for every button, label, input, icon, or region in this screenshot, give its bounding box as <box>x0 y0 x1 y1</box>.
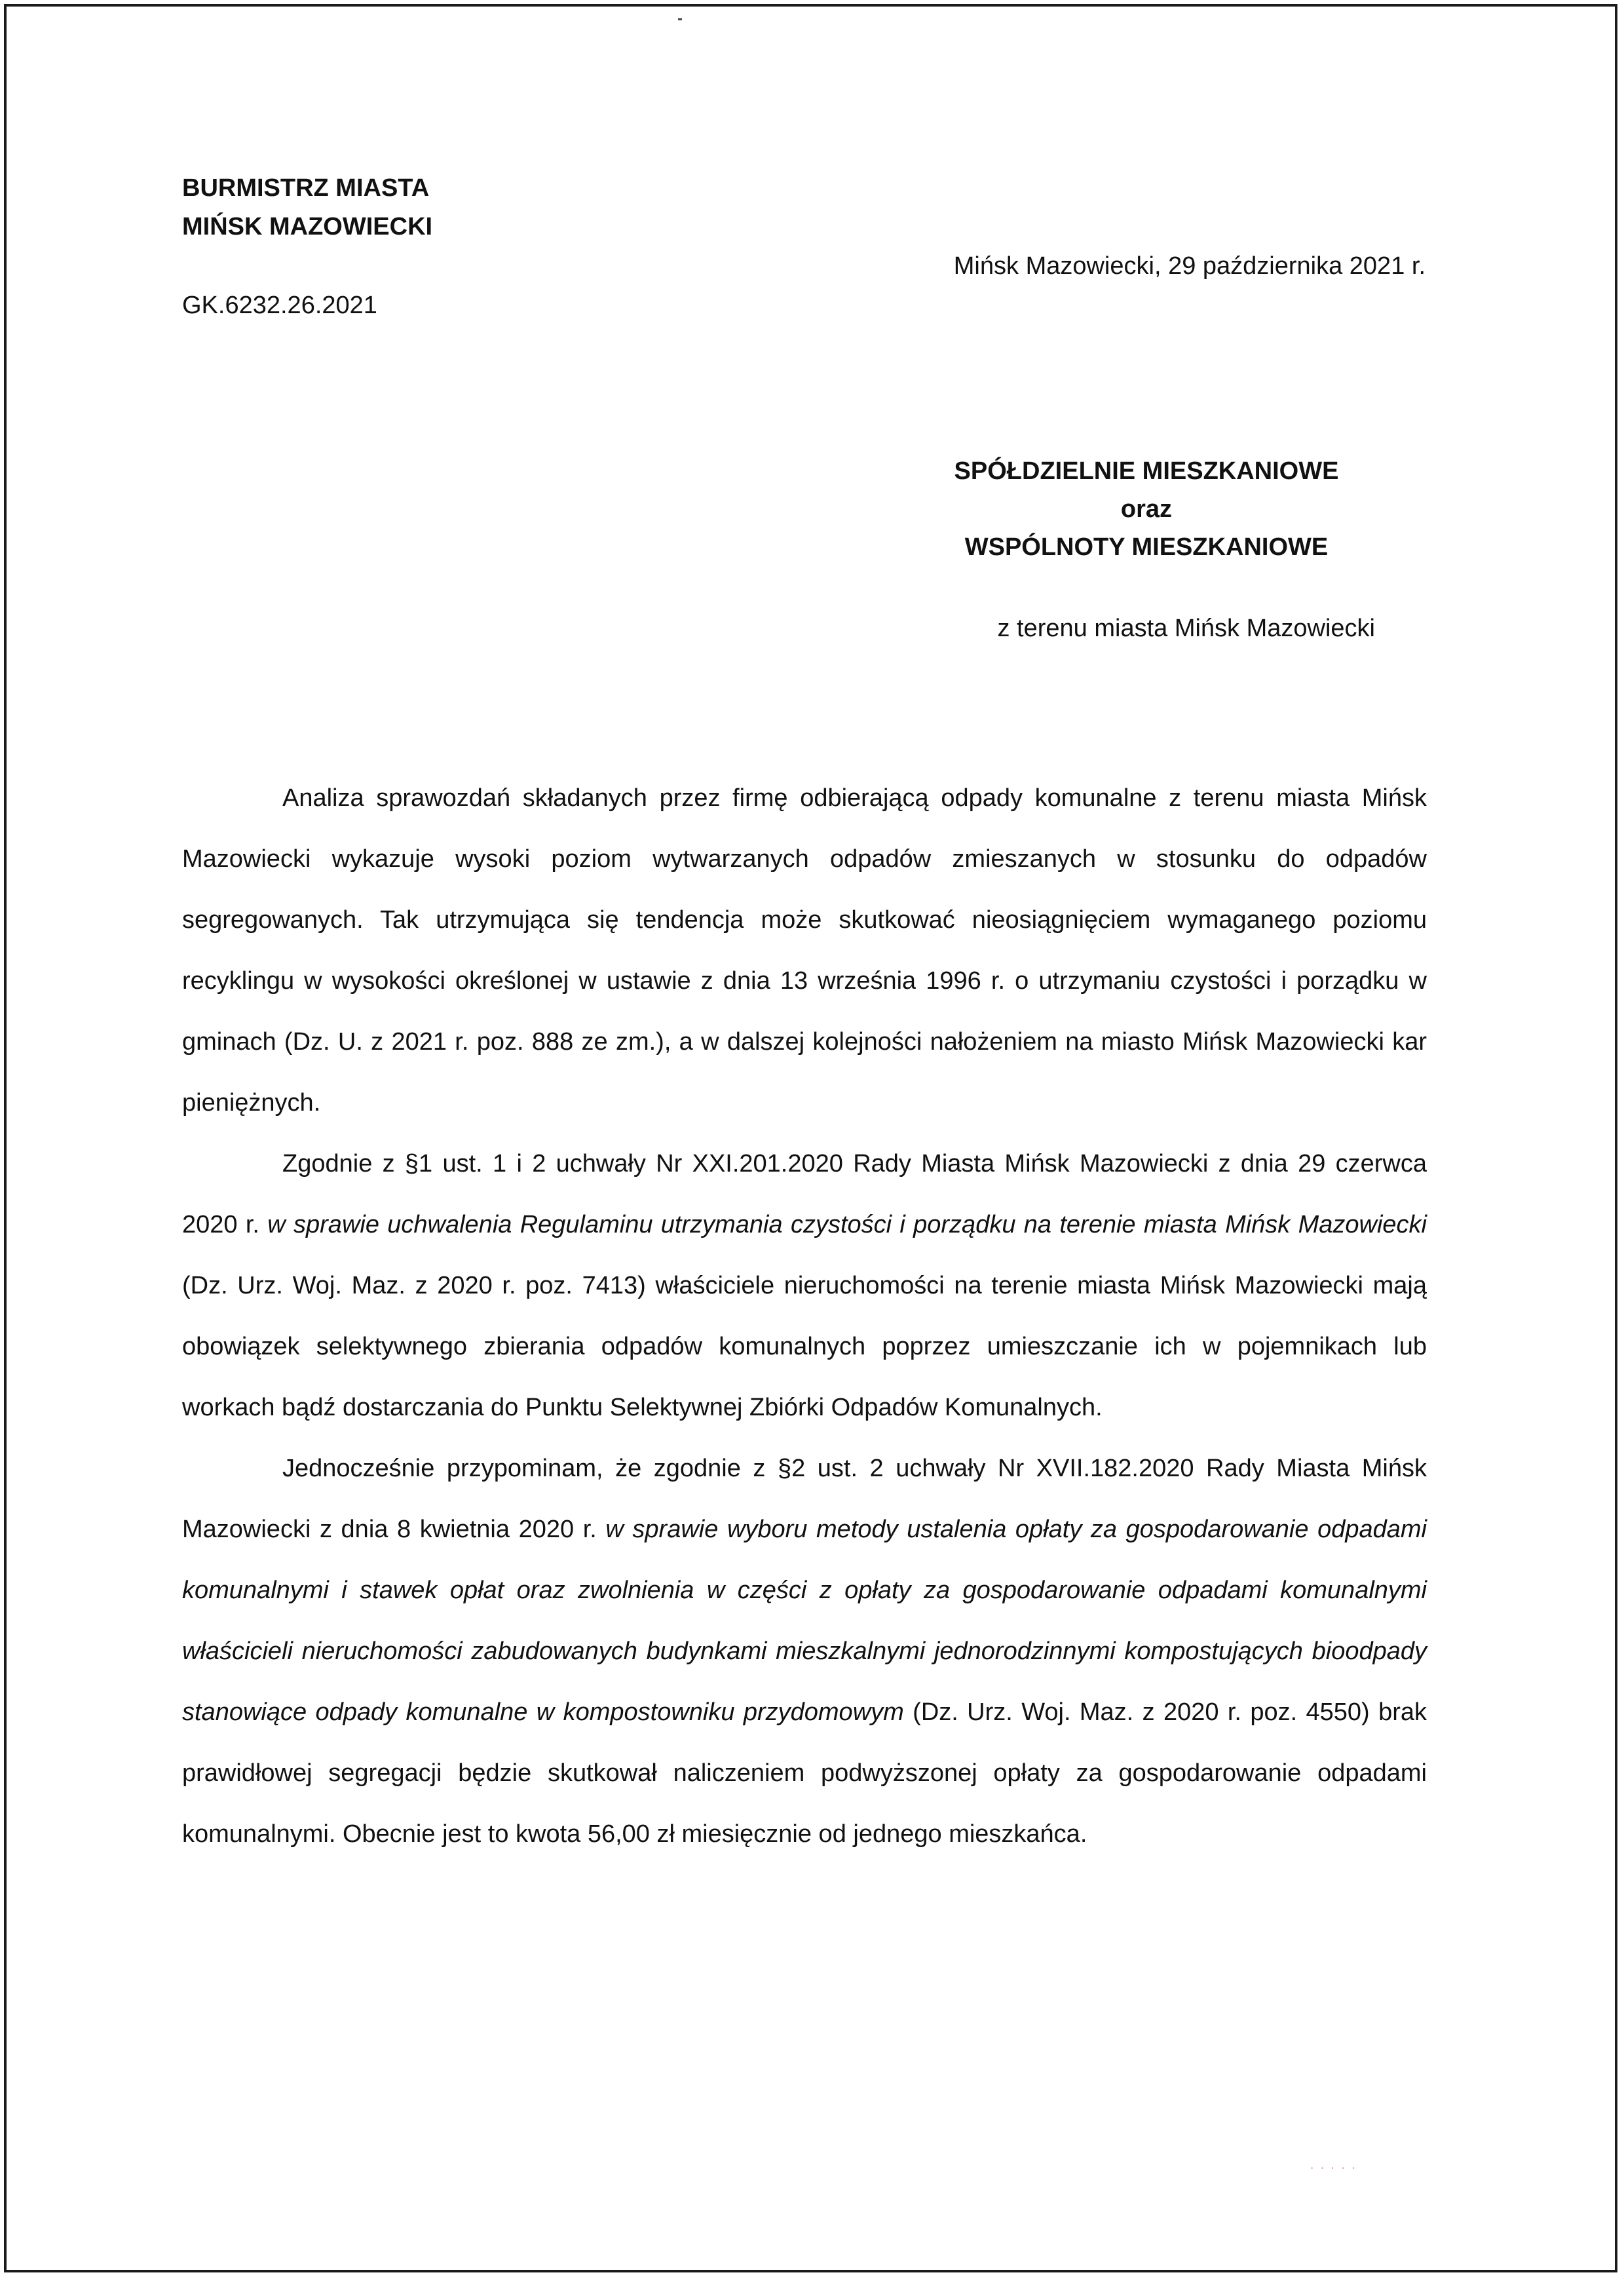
recipient-block <box>917 452 1376 566</box>
paragraph-3-text-a: Jednocześnie przypominam, że zgodnie z §2 ust. 2 uchwały Nr XVII.182.2020 Rady Miasta Mińsk Mazowiecki z dnia 8 kwietnia 2020 r. <box>182 1455 1427 1543</box>
paragraph-2-regulation-title: w sprawie uchwalenia Regulaminu utrzymania czystości i porządku na terenie miasta Mińsk Mazowiecki <box>267 1211 1427 1238</box>
letter-body <box>182 768 1427 1865</box>
paragraph-2-text-a: Zgodnie z §1 ust. 1 i 2 uchwały Nr XXI.201.2020 Rady Miasta Mińsk Mazowiecki z dnia 29 czerwca 2020 r. <box>182 1150 1427 1238</box>
recipient-line-3: WSPÓLNOTY MIESZKANIOWE <box>964 533 1329 561</box>
recipient-line-1: SPÓŁDZIELNIE MIESZKANIOWE <box>954 457 1339 485</box>
scan-mark: · · · · · <box>1310 2162 1357 2174</box>
paragraph-2 <box>182 1134 1427 1438</box>
date-line: Mińsk Mazowiecki, 29 października 2021 r. <box>953 252 1426 280</box>
recipient-area: z terenu miasta Mińsk Mazowiecki <box>997 615 1375 642</box>
paragraph-3-text-b: (Dz. Urz. Woj. Maz. z 2020 r. poz. 4550) brak prawidłowej segregacji będzie skutkował naliczeniem podwyższonej opłaty za gospodarowanie odpadami komunalnymi. Obecnie jest to kwota 56,00 zł miesięcznie od jednego mieszkańca. <box>182 1698 1427 1848</box>
sender-city: MIŃSK MAZOWIECKI <box>182 213 433 240</box>
scan-speck <box>678 18 682 20</box>
reference-number: GK.6232.26.2021 <box>182 292 377 319</box>
sender-block <box>182 169 432 246</box>
paragraph-1: Analiza sprawozdań składanych przez firmę odbierającą odpady komunalne z terenu miasta Mińsk Mazowiecki wykazuje wysoki poziom wytwarzanych odpadów zmieszanych w stosunku do odpadów segregowanych. Tak utrzymująca się tendencja może skutkować nieosiągnięciem wymaganego poziomu recyklingu w wysokości określonej w ustawie z dnia 13 września 1996 r. o utrzymaniu czystości i porządku w gminach (Dz. U. z 2021 r. poz. 888 ze zm.), a w dalszej kolejności nałożeniem na miasto Mińsk Mazowiecki kar pieniężnych. <box>182 784 1427 1117</box>
sender-title: BURMISTRZ MIASTA <box>182 174 430 202</box>
paragraph-2-text-b: (Dz. Urz. Woj. Maz. z 2020 r. poz. 7413) właściciele nieruchomości na terenie miasta Mińsk Mazowiecki mają obowiązek selektywnego zbierania odpadów komunalnych poprzez umieszczanie ich w pojemnikach lub workach bądź dostarczania do Punktu Selektywnej Zbiórki Odpadów Komunalnych. <box>182 1272 1427 1421</box>
recipient-line-2: oraz <box>1120 495 1173 523</box>
paragraph-3 <box>182 1438 1427 1865</box>
paragraph-3-regulation-title: w sprawie wyboru metody ustalenia opłaty za gospodarowanie odpadami komunalnymi i stawek opłat oraz zwolnienia w części z opłaty za gospodarowanie odpadami komunalnymi właścicieli nieruchomości zabudowanych budynkami mieszkalnymi jednorodzinnymi kompostujących bioodpady stanowiące odpady komunalne w kompostowniku przydomowym <box>182 1516 1427 1726</box>
